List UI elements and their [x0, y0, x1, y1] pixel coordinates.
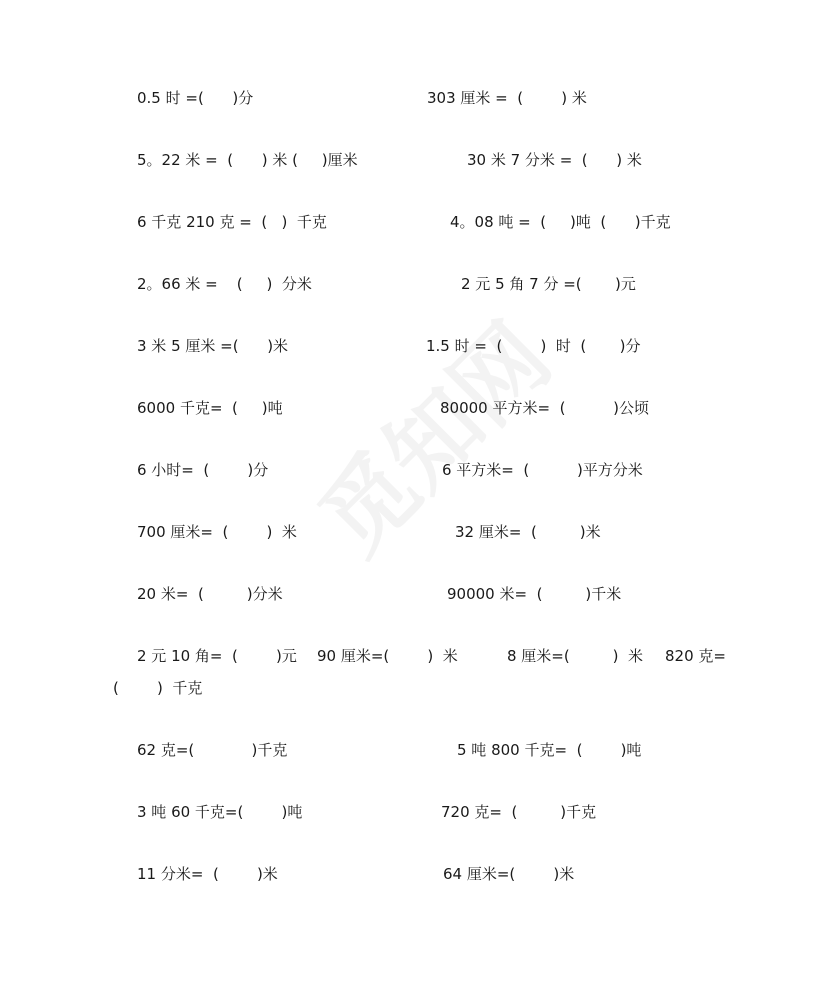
question-left: 62 克=( )千克: [137, 741, 288, 759]
question-item: 90 厘米=( ) 米: [317, 647, 458, 665]
question-right: 32 厘米= ( )米: [455, 523, 601, 541]
question-left: 6 小时= ( )分: [137, 461, 269, 479]
question-right: 720 克= ( )千克: [441, 803, 597, 821]
question-left: 6 千克 210 克 = ( ) 千克: [137, 213, 327, 231]
question-left: 6000 千克= ( )吨: [137, 399, 283, 417]
question-left: 11 分米= ( )米: [137, 865, 278, 883]
question-left: 2。66 米 = ( ) 分米: [137, 275, 312, 293]
question-item: 820 克=: [665, 647, 726, 665]
question-left: 3 米 5 厘米 =( )米: [137, 337, 289, 355]
question-right: 80000 平方米= ( )公顷: [440, 399, 649, 417]
question-right: 30 米 7 分米 = ( ) 米: [467, 151, 642, 169]
question-left: 700 厘米= ( ) 米: [137, 523, 297, 541]
question-item: 2 元 10 角= ( )元: [137, 647, 297, 665]
question-right: 90000 米= ( )千米: [447, 585, 622, 603]
question-left: 5。22 米 = ( ) 米 ( )厘米: [137, 151, 358, 169]
question-right: 303 厘米 = ( ) 米: [427, 89, 587, 107]
question-item: 8 厘米=( ) 米: [507, 647, 644, 665]
question-right: 6 平方米= ( )平方分米: [442, 461, 643, 479]
question-right: 5 吨 800 千克= ( )吨: [457, 741, 642, 759]
question-right: 1.5 时 = ( ) 时 ( )分: [426, 337, 641, 355]
question-left: 20 米= ( )分米: [137, 585, 283, 603]
question-right: 4。08 吨 = ( )吨 ( )千克: [450, 213, 671, 231]
question-left: 3 吨 60 千克=( )吨: [137, 803, 303, 821]
question-right: 64 厘米=( )米: [443, 865, 575, 883]
question-left: 0.5 时 =( )分: [137, 89, 254, 107]
question-item-wrap: ( ) 千克: [113, 679, 203, 697]
question-right: 2 元 5 角 7 分 =( )元: [461, 275, 636, 293]
